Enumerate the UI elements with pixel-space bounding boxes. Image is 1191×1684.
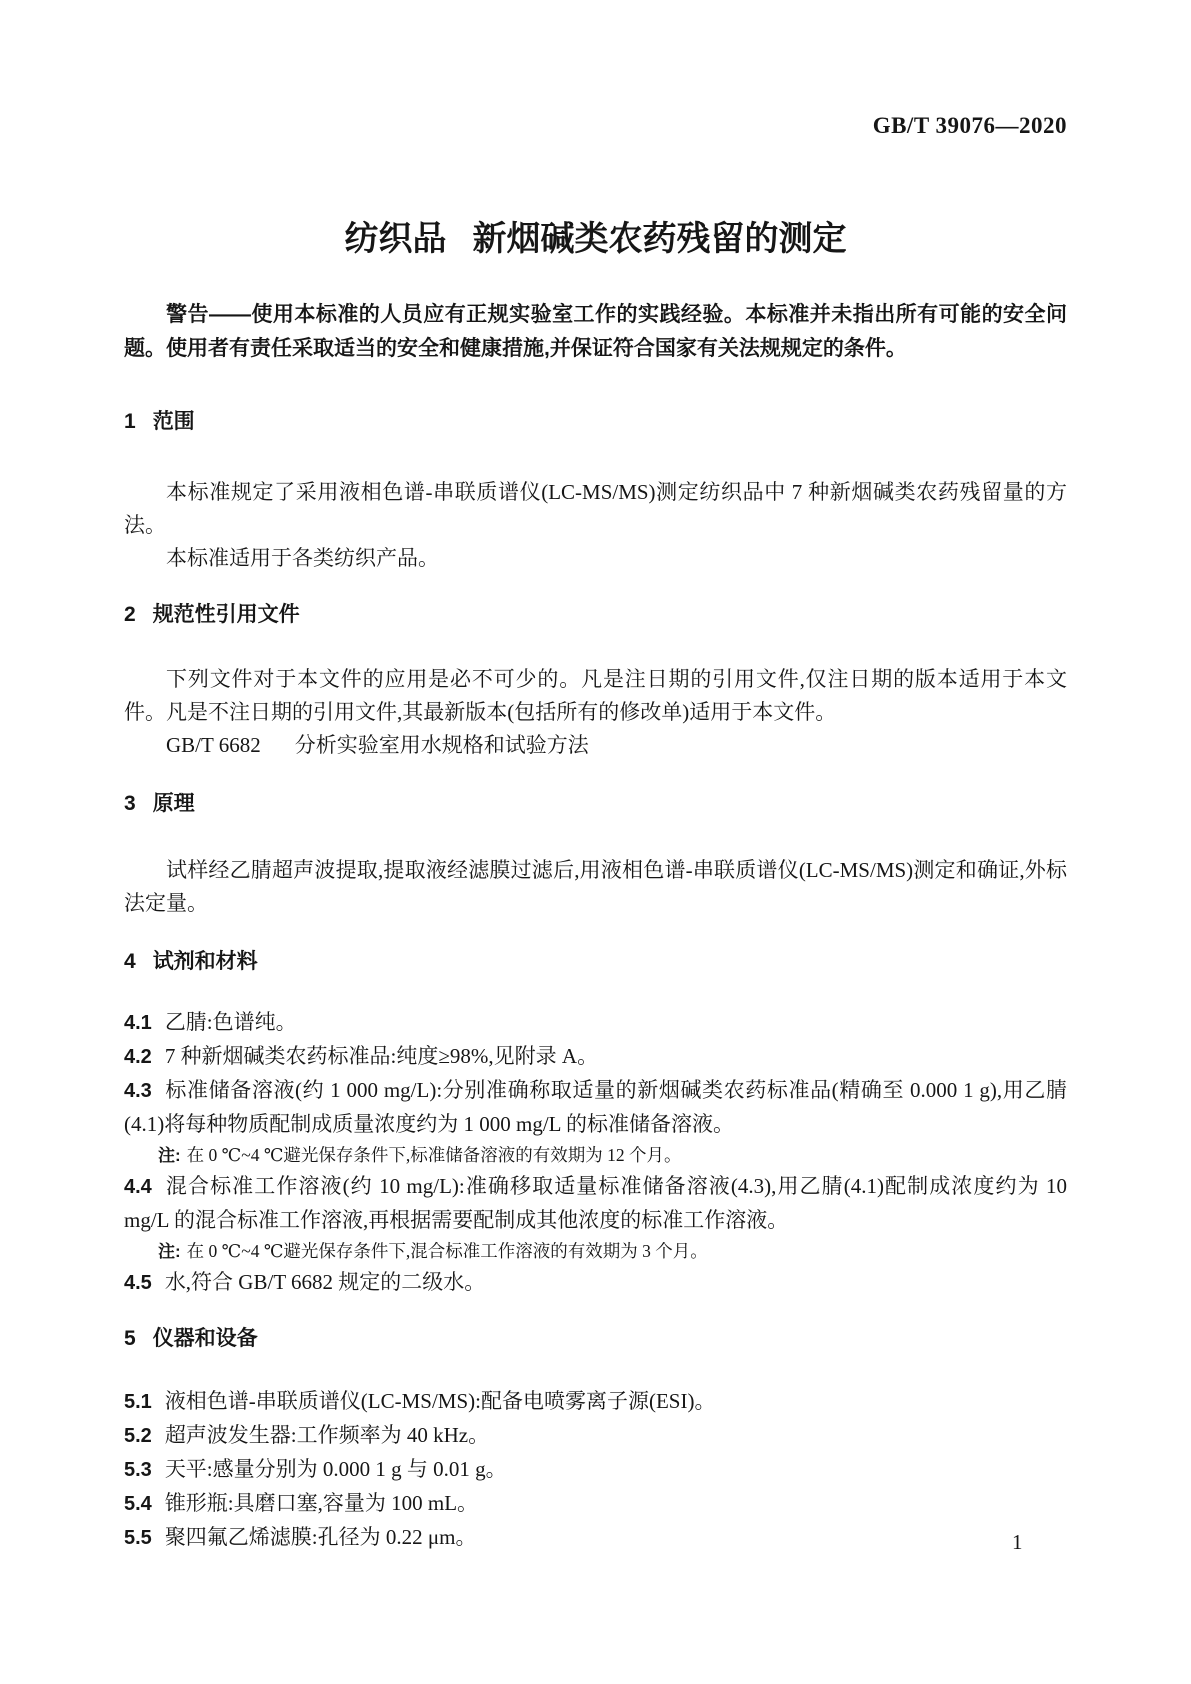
section-2-heading (124, 603, 1067, 627)
section-3-number: 3 (124, 792, 136, 815)
note-text: 在 0 ℃~4 ℃避光保存条件下,标准储备溶液的有效期为 12 个月。 (186, 1145, 682, 1165)
clause-5-1-text: 液相色谱-串联质谱仪(LC-MS/MS):配备电喷雾离子源(ESI)。 (164, 1389, 716, 1413)
note-label: 注: (158, 1146, 181, 1165)
clause-4-4 (124, 1170, 1067, 1237)
clause-4-2-text: 7 种新烟碱类农药标准品:纯度≥98%,见附录 A。 (164, 1044, 599, 1068)
reference-title: 分析实验室用水规格和试验方法 (294, 733, 589, 757)
clause-4-3-text: 标准储备溶液(约 1 000 mg/L):分别准确称取适量的新烟碱类农药标准品(精确至 0.000 1 g),用乙腈(4.1)将每种物质配制成质量浓度约为 1 000 mg/L 的标准储备溶液。 (124, 1078, 1067, 1136)
warning-paragraph: 警告——使用本标准的人员应有正规实验室工作的实践经验。本标准并未指出所有可能的安全问题。使用者有责任采取适当的安全和健康措施,并保证符合国家有关法规规定的条件。 (124, 303, 1067, 360)
clause-4-4-text: 混合标准工作溶液(约 10 mg/L):准确移取适量标准储备溶液(4.3),用乙腈(4.1)配制成浓度约为 10 mg/L 的混合标准工作溶液,再根据需要配制成其他浓度的标准工作溶液。 (124, 1174, 1067, 1232)
section-1-paragraph-1: 本标准规定了采用液相色谱-串联质谱仪(LC-MS/MS)测定纺织品中 7 种新烟碱类农药残留量的方法。 (124, 480, 1067, 537)
section-5-heading (124, 1327, 1067, 1351)
clause-4-5 (124, 1266, 1067, 1300)
clause-4-3 (124, 1074, 1067, 1141)
clause-5-5-number: 5.5 (124, 1527, 152, 1549)
document-title-part2: 新烟碱类农药残留的测定 (472, 220, 847, 258)
section-3-title: 原理 (152, 792, 195, 815)
section-1-number: 1 (124, 410, 136, 433)
clause-4-3-note (158, 1141, 1067, 1170)
section-2-paragraph-1: 下列文件对于本文件的应用是必不可少的。凡是注日期的引用文件,仅注日期的版本适用于本文件。凡是不注日期的引用文件,其最新版本(包括所有的修改单)适用于本文件。 (124, 667, 1067, 724)
page-number: 1 (1012, 1530, 1023, 1554)
section-4-title: 试剂和材料 (152, 950, 258, 973)
clause-4-3-number: 4.3 (124, 1080, 152, 1102)
clause-4-1-number: 4.1 (124, 1012, 152, 1034)
clause-5-4-number: 5.4 (124, 1493, 152, 1515)
clause-5-3-number: 5.3 (124, 1459, 152, 1481)
normative-reference (124, 729, 1067, 762)
clause-5-3 (124, 1453, 1067, 1487)
clause-4-4-note (158, 1237, 1067, 1266)
section-3-heading (124, 792, 1067, 816)
section-2-number: 2 (124, 603, 136, 626)
clause-5-4 (124, 1487, 1067, 1521)
section-1-title: 范围 (152, 410, 195, 433)
document-title (124, 216, 1067, 262)
document-title-part1: 纺织品 (344, 220, 447, 258)
reference-code: GB/T 6682 (166, 733, 261, 757)
section-5-title: 仪器和设备 (152, 1327, 258, 1350)
section-1-heading (124, 410, 1067, 434)
clause-4-1 (124, 1006, 1067, 1040)
clause-4-5-number: 4.5 (124, 1272, 152, 1294)
clause-4-2-number: 4.2 (124, 1046, 152, 1068)
clause-4-5-text: 水,符合 GB/T 6682 规定的二级水。 (164, 1270, 486, 1294)
clause-5-5 (124, 1521, 1067, 1555)
clause-5-1-number: 5.1 (124, 1391, 152, 1413)
section-2-title: 规范性引用文件 (152, 603, 300, 626)
section-4-number: 4 (124, 950, 136, 973)
clause-4-4-number: 4.4 (124, 1176, 152, 1198)
clause-5-2 (124, 1419, 1067, 1453)
section-1-paragraph-2: 本标准适用于各类纺织产品。 (166, 546, 439, 570)
clause-5-2-number: 5.2 (124, 1425, 152, 1447)
clause-5-4-text: 锥形瓶:具磨口塞,容量为 100 mL。 (164, 1491, 479, 1515)
section-3-paragraph-1: 试样经乙腈超声波提取,提取液经滤膜过滤后,用液相色谱-串联质谱仪(LC-MS/MS)测定和确证,外标法定量。 (124, 858, 1067, 915)
clause-5-5-text: 聚四氟乙烯滤膜:孔径为 0.22 μm。 (164, 1525, 477, 1549)
section-5-number: 5 (124, 1327, 136, 1350)
clause-5-3-text: 天平:感量分别为 0.000 1 g 与 0.01 g。 (164, 1457, 507, 1481)
clause-5-2-text: 超声波发生器:工作频率为 40 kHz。 (164, 1423, 490, 1447)
standard-code: GB/T 39076—2020 (872, 113, 1067, 138)
page-content (124, 0, 1067, 1555)
note-text: 在 0 ℃~4 ℃避光保存条件下,混合标准工作溶液的有效期为 3 个月。 (186, 1241, 708, 1261)
clause-5-1 (124, 1385, 1067, 1419)
section-4-heading (124, 950, 1067, 974)
clause-4-2 (124, 1040, 1067, 1074)
clause-4-1-text: 乙腈:色谱纯。 (164, 1010, 297, 1034)
note-label: 注: (158, 1242, 181, 1261)
